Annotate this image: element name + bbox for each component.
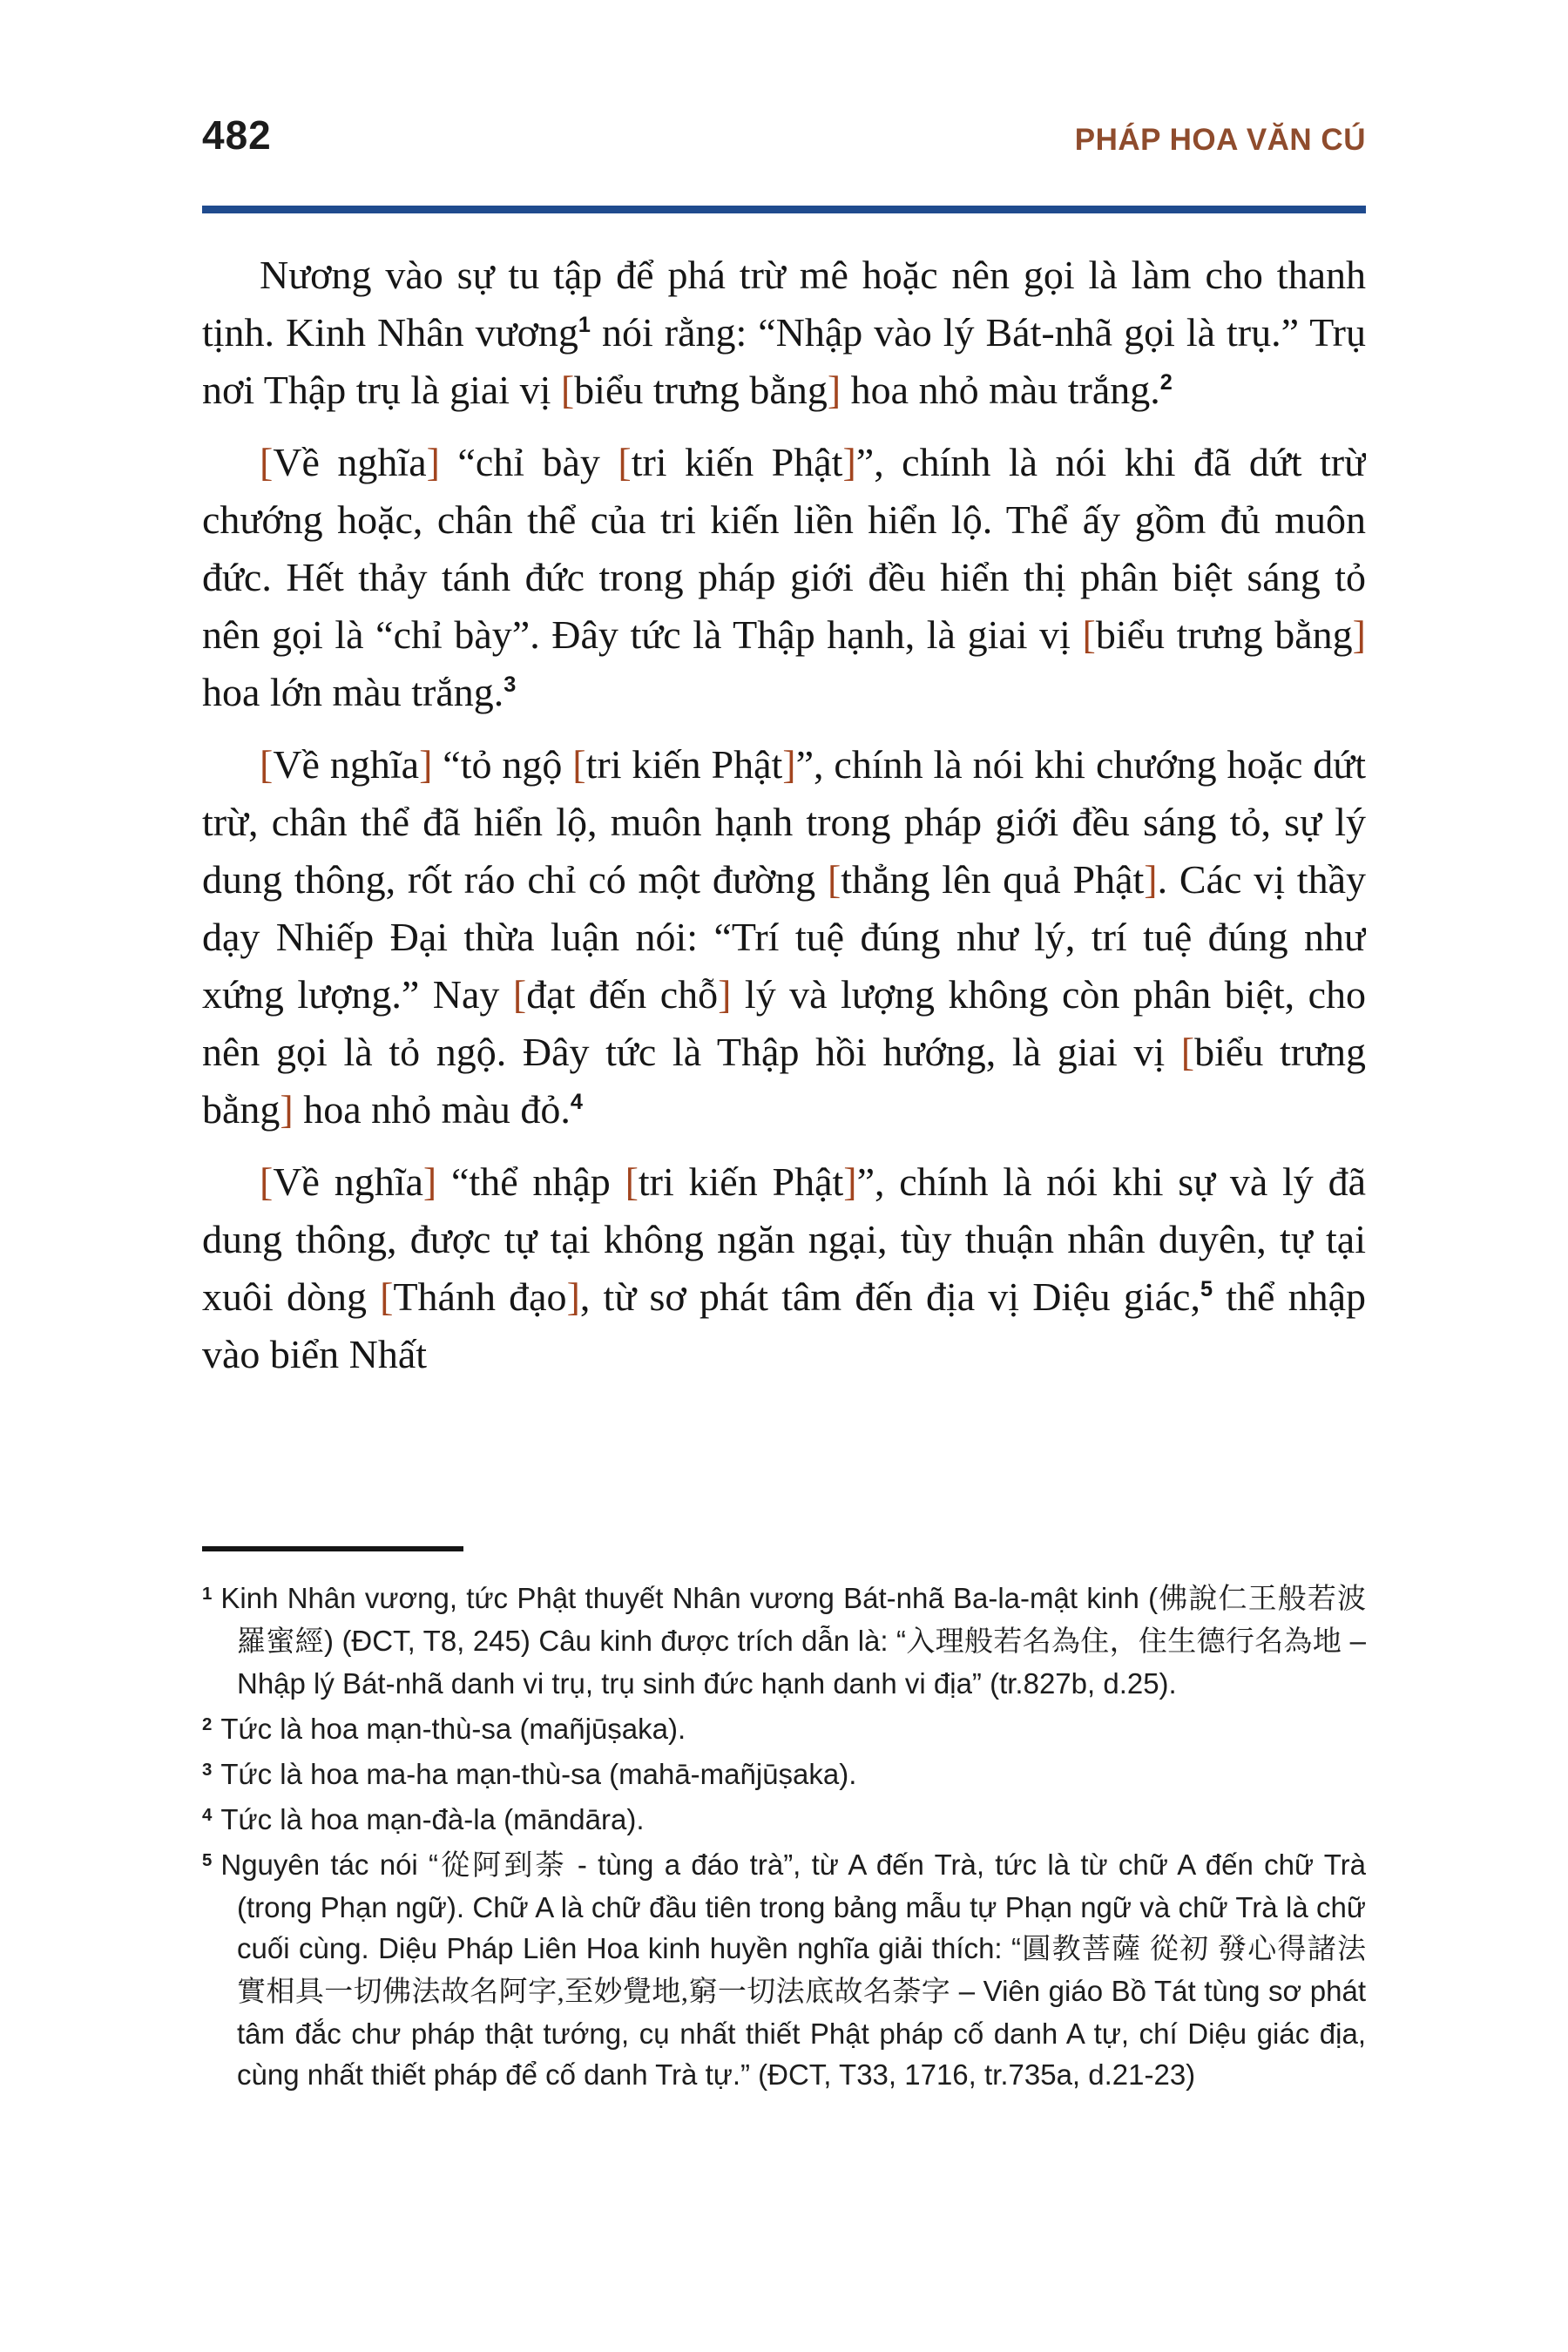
text-run: ”, chính là nói khi chướng hoặc dứt trừ, chân thể đã hiển lộ, muôn hạnh trong pháp giới đều sáng tỏ, sự lý dung thông, rốt ráo chỉ có một đường xyxy=(202,742,1366,902)
bracket: ] xyxy=(843,1159,857,1204)
footnote-item xyxy=(202,1754,1366,1794)
bracket: ] xyxy=(426,440,440,484)
text-run: hoa lớn màu trắng. xyxy=(202,670,504,714)
text-run: . Các vị thầy dạy Nhiếp Đại thừa luận nói: “Trí tuệ đúng như lý, trí tuệ đúng như xứng lượng.” Nay xyxy=(202,857,1366,1017)
text-run: đạt đến chỗ xyxy=(526,972,719,1017)
footnote-list xyxy=(202,1578,1366,2095)
footnote-ref: 5 xyxy=(1200,1277,1213,1302)
bracket: ] xyxy=(1352,612,1366,657)
bracket: ] xyxy=(566,1274,580,1319)
footnote-ref: 4 xyxy=(570,1090,583,1115)
footnote-separator xyxy=(202,1546,463,1551)
text-run: biểu trưng bằng xyxy=(1095,612,1353,657)
footnote-ref: 1 xyxy=(578,313,591,338)
bracket: [ xyxy=(827,857,841,902)
cjk-run: 佛說仁王般若波羅蜜經 xyxy=(237,1584,1366,1658)
text-run: - tùng a đáo trà”, từ A đến Trà, tức là từ chữ A đến chữ Trà (trong Phạn ngữ). Chữ A là chữ đầu tiên trong bảng mẫu tự Phạn ngữ và chữ Trà là chữ cuối cùng. Diệu Pháp Liên Hoa kinh huyền nghĩa giải thích: “ xyxy=(237,1848,1366,1964)
cjk-run: 入理般若名為住，住生德行名為地 xyxy=(906,1626,1342,1658)
bracket: ] xyxy=(422,1159,437,1204)
text-run: – Nhập lý Bát-nhã danh vi trụ, trụ sinh đức hạnh danh vi địa” (tr.827b, d.25). xyxy=(237,1625,1367,1700)
bracket: [ xyxy=(260,742,274,787)
body-text xyxy=(202,247,1366,1536)
footnote-marker: 3 xyxy=(202,1759,213,1780)
footnote-item xyxy=(202,1708,1366,1749)
bracket: ] xyxy=(1144,857,1158,902)
text-run: Tức là hoa ma-ha mạn-thù-sa (mahā-mañjūṣaka). xyxy=(220,1758,857,1790)
bracket: ] xyxy=(842,440,856,484)
bracket: ] xyxy=(419,742,433,787)
bracket: ] xyxy=(718,972,732,1017)
text-run: “thể nhập xyxy=(436,1159,625,1204)
bracket: [ xyxy=(512,972,527,1017)
page-header xyxy=(202,112,1366,158)
text-run: tri kiến Phật xyxy=(638,1159,844,1204)
footnote-ref: 3 xyxy=(504,672,517,698)
paragraph xyxy=(202,434,1366,721)
bracket: [ xyxy=(260,1159,274,1204)
text-run: Tức là hoa mạn-thù-sa (mañjūṣaka). xyxy=(220,1713,686,1745)
text-run: Về nghĩa xyxy=(273,742,420,787)
text-run: ) (ĐCT, T8, 245) Câu kinh được trích dẫn là: “ xyxy=(323,1625,907,1657)
bracket: [ xyxy=(1180,1030,1195,1074)
text-run: thẳng lên quả Phật xyxy=(841,857,1145,902)
text-run: , từ sơ phát tâm đến địa vị Diệu giác, xyxy=(579,1274,1200,1319)
text-run: tri kiến Phật xyxy=(585,742,783,787)
paragraph xyxy=(202,247,1366,419)
text-run: Kinh Nhân vương, tức Phật thuyết Nhân vương Bát-nhã Ba-la-mật kinh ( xyxy=(220,1582,1159,1614)
text-run: lý và lượng không còn phân biệt, cho nên gọi là tỏ ngộ. Đây tức là Thập hồi hướng, là giai vị xyxy=(202,972,1366,1074)
paragraph xyxy=(202,736,1366,1139)
text-run: Tức là hoa mạn-đà-la (māndāra). xyxy=(220,1803,645,1835)
text-run: Về nghĩa xyxy=(273,1159,423,1204)
text-run: – Viên giáo Bồ Tát tùng sơ phát tâm đắc chư pháp thật tướng, cụ nhất thiết Phật pháp cố danh A tự, chí Diệu giác địa, cùng nhất thiết pháp để cố danh Trà tự.” (ĐCT, T33, 1716, tr.735a, d.21-23) xyxy=(237,1975,1366,2091)
footnote-marker: 5 xyxy=(202,1849,213,1870)
text-run: hoa nhỏ màu trắng. xyxy=(841,368,1160,412)
header-rule xyxy=(202,206,1366,213)
text-run: “chỉ bày xyxy=(439,440,618,484)
text-run: ”, chính là nói khi sự và lý đã dung thông, được tự tại không ngăn ngại, tùy thuận nhân duyên, tự tại xuôi dòng xyxy=(202,1159,1366,1319)
text-run: tri kiến Phật xyxy=(631,440,843,484)
footnote-item xyxy=(202,1799,1366,1840)
page-number: 482 xyxy=(202,112,272,158)
footnote-marker: 2 xyxy=(202,1713,213,1734)
bracket: ] xyxy=(827,368,841,412)
running-title: PHÁP HOA VĂN CÚ xyxy=(1074,123,1366,157)
text-run: hoa nhỏ màu đỏ. xyxy=(293,1087,571,1132)
text-run: thể nhập vào biển Nhất xyxy=(202,1274,1366,1376)
footnote-section xyxy=(202,1546,1366,2099)
text-run: nói rằng: “Nhập vào lý Bát-nhã gọi là trụ.” Trụ nơi Thập trụ là giai vị xyxy=(202,310,1366,412)
bracket: [ xyxy=(618,440,632,484)
footnote-ref: 2 xyxy=(1159,370,1173,395)
bracket: ] xyxy=(782,742,796,787)
footnote-marker: 1 xyxy=(202,1583,213,1604)
text-run: ”, chính là nói khi đã dứt trừ chướng hoặc, chân thể của tri kiến liền hiển lộ. Thể ấy gồm đủ muôn đức. Hết thảy tánh đức trong pháp giới đều hiển thị phân biệt sáng tỏ nên gọi là “chỉ bày”. Đây tức là Thập hạnh, là giai vị xyxy=(202,440,1366,657)
text-run: biểu trưng bằng xyxy=(574,368,828,412)
bracket: [ xyxy=(1082,612,1096,657)
footnote-item xyxy=(202,1578,1366,1704)
bracket: [ xyxy=(260,440,274,484)
bracket: [ xyxy=(625,1159,639,1204)
cjk-run: 從阿到荼 xyxy=(438,1850,567,1882)
text-run: Thánh đạo xyxy=(393,1274,567,1319)
text-run: Nguyên tác nói “ xyxy=(220,1848,439,1881)
bracket: [ xyxy=(572,742,586,787)
cjk-run: 圓教菩薩 從初 發心得諸法實相具一切佛法故名阿字,至妙覺地,窮一切法底故名荼字 xyxy=(237,1934,1367,2008)
bracket: [ xyxy=(560,368,575,412)
bracket: ] xyxy=(280,1087,294,1132)
footnote-item xyxy=(202,1844,1366,2095)
text-run: “tỏ ngộ xyxy=(432,742,573,787)
bracket: [ xyxy=(380,1274,394,1319)
text-run: Về nghĩa xyxy=(273,440,427,484)
footnote-marker: 4 xyxy=(202,1804,213,1825)
text-run: biểu trưng bằng xyxy=(202,1030,1366,1132)
text-run: Nương vào sự tu tập để phá trừ mê hoặc nên gọi là làm cho thanh tịnh. Kinh Nhân vương xyxy=(202,253,1366,355)
paragraph xyxy=(202,1153,1366,1383)
